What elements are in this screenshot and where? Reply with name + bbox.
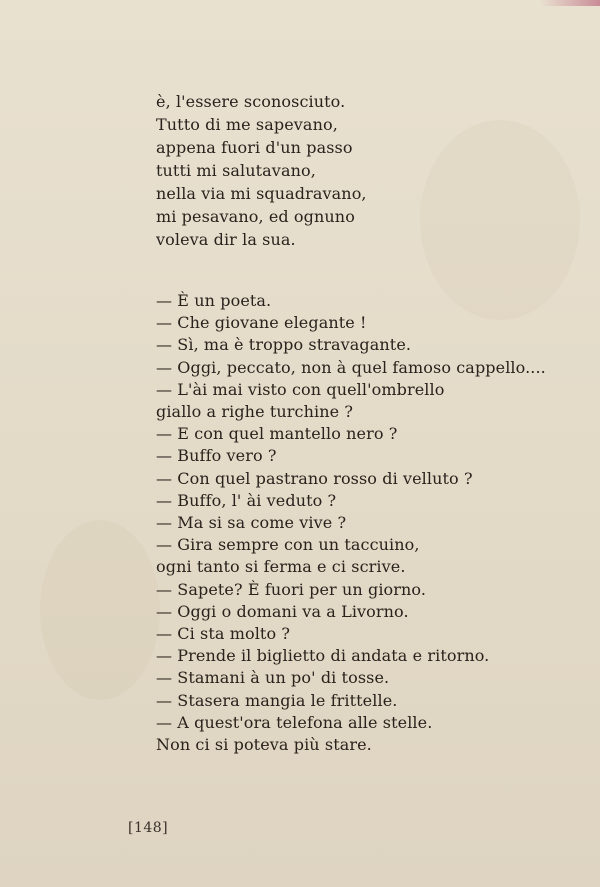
verse-line: — Buffo, l' ài veduto ?	[156, 490, 337, 510]
verse-line: — Gira sempre con un taccuino,	[156, 535, 420, 555]
verse-line: nella via mi squadravano,	[156, 184, 367, 203]
verse-line: ogni tanto si ferma e ci scrive.	[156, 557, 406, 577]
verse-line: — È un poeta.	[156, 291, 272, 310]
verse-line: — Oggi o domani va a Livorno.	[156, 601, 409, 621]
verse-line: Tutto di me sapevano,	[156, 115, 338, 134]
stanza-2	[156, 290, 546, 756]
verse-line: Non ci si poteva più stare.	[156, 735, 372, 755]
verse-line: — Oggi, peccato, non à quel famoso cappello....	[156, 357, 546, 377]
verse-line: voleva dir la sua.	[156, 230, 296, 249]
verse-line: — Buffo vero ?	[156, 446, 277, 466]
page-edge-tint	[540, 0, 600, 6]
verse-line: appena fuori d'un passo	[156, 138, 353, 157]
verse-line: — Che giovane elegante !	[156, 313, 367, 333]
verse-line: tutti mi salutavano,	[156, 161, 316, 180]
verse-line: è, l'essere sconosciuto.	[156, 92, 346, 111]
page-number: [148]	[128, 820, 169, 836]
verse-line: — Sì, ma è troppo stravagante.	[156, 335, 412, 355]
verse-line: — Stamani à un po' di tosse.	[156, 668, 390, 688]
verse-line: — Stasera mangia le frittelle.	[156, 690, 398, 710]
verse-line: — E con quel mantello nero ?	[156, 424, 398, 444]
verse-line: — Prende il biglietto di andata e ritorno.	[156, 646, 490, 666]
verse-line: — Ma si sa come vive ?	[156, 513, 347, 533]
verse-line: — A quest'ora telefona alle stelle.	[156, 712, 433, 732]
verse-line: giallo a righe turchine ?	[156, 402, 354, 422]
stanza-1	[156, 90, 367, 251]
verse-line: — Sapete? È fuori per un giorno.	[156, 579, 427, 599]
verse-line: mi pesavano, ed ognuno	[156, 207, 355, 226]
verse-line: — Con quel pastrano rosso di velluto ?	[156, 468, 473, 488]
paper-stain	[40, 520, 160, 700]
verse-line: — L'ài mai visto con quell'ombrello	[156, 379, 445, 399]
verse-line: — Ci sta molto ?	[156, 624, 291, 644]
